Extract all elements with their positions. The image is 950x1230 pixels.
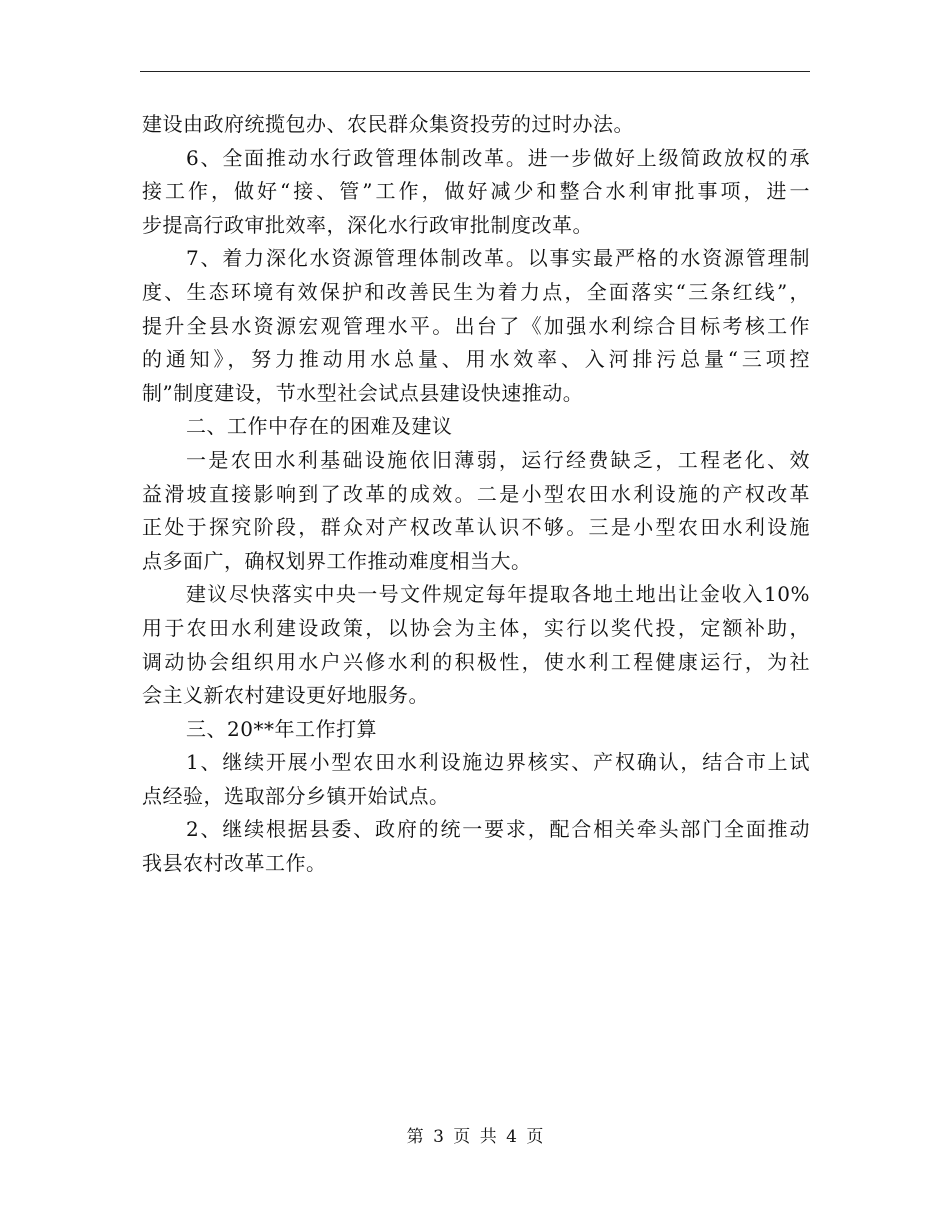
- text-line: 步提高行政审批效率，深化水行政审批制度改革。: [142, 212, 593, 237]
- header-rule: [140, 71, 810, 72]
- text-line: 2、继续根据县委、政府的统一要求，配合相关牵头部门全面推动: [186, 817, 810, 842]
- text-line: 建议尽快落实中央一号文件规定每年提取各地土地出让金收入10%: [186, 582, 810, 607]
- text-line: 正处于探究阶段，群众对产权改革认识不够。三是小型农田水利设施: [142, 515, 810, 540]
- text-line: 益滑坡直接影响到了改革的成效。二是小型农田水利设施的产权改革: [142, 481, 810, 506]
- text-line: 用于农田水利建设政策，以协会为主体，实行以奖代投，定额补助，: [142, 615, 810, 640]
- text-line: 调动协会组织用水户兴修水利的积极性，使水利工程健康运行，为社: [142, 649, 810, 674]
- text-line: 提升全县水资源宏观管理水平。出台了《加强水利综合目标考核工作: [142, 313, 810, 338]
- text-line: 点多面广，确权划界工作推动难度相当大。: [142, 548, 532, 573]
- document-body: [142, 108, 810, 881]
- text-line: 建设由政府统揽包办、农民群众集资投劳的过时办法。: [142, 112, 634, 136]
- text-line: 度、生态环境有效保护和改善民生为着力点，全面落实“三条红线”，: [142, 279, 810, 304]
- text-line: 会主义新农村建设更好地服务。: [142, 683, 429, 708]
- page-number-footer: 第 3 页 共 4 页: [406, 1127, 544, 1147]
- text-line: 三、20**年工作打算: [186, 716, 377, 741]
- text-line: 的通知》，努力推动用水总量、用水效率、入河排污总量“三项控: [142, 347, 810, 372]
- text-line: 6、全面推动水行政管理体制改革。进一步做好上级简政放权的承: [186, 145, 810, 170]
- text-line: 接工作，做好“接、管”工作，做好减少和整合水利审批事项，进一: [142, 179, 810, 204]
- text-line: 二、工作中存在的困难及建议: [186, 414, 453, 439]
- text-line: 制”制度建设，节水型社会试点县建设快速推动。: [142, 380, 584, 405]
- text-line: 7、着力深化水资源管理体制改革。以事实最严格的水资源管理制: [186, 246, 810, 271]
- text-line: 我县农村改革工作。: [142, 851, 327, 876]
- text-line: 点经验，选取部分乡镇开始试点。: [142, 783, 450, 808]
- text-line: 1、继续开展小型农田水利设施边界核实、产权确认，结合市上试: [186, 750, 810, 775]
- text-line: 一是农田水利基础设施依旧薄弱，运行经费缺乏，工程老化、效: [186, 447, 810, 472]
